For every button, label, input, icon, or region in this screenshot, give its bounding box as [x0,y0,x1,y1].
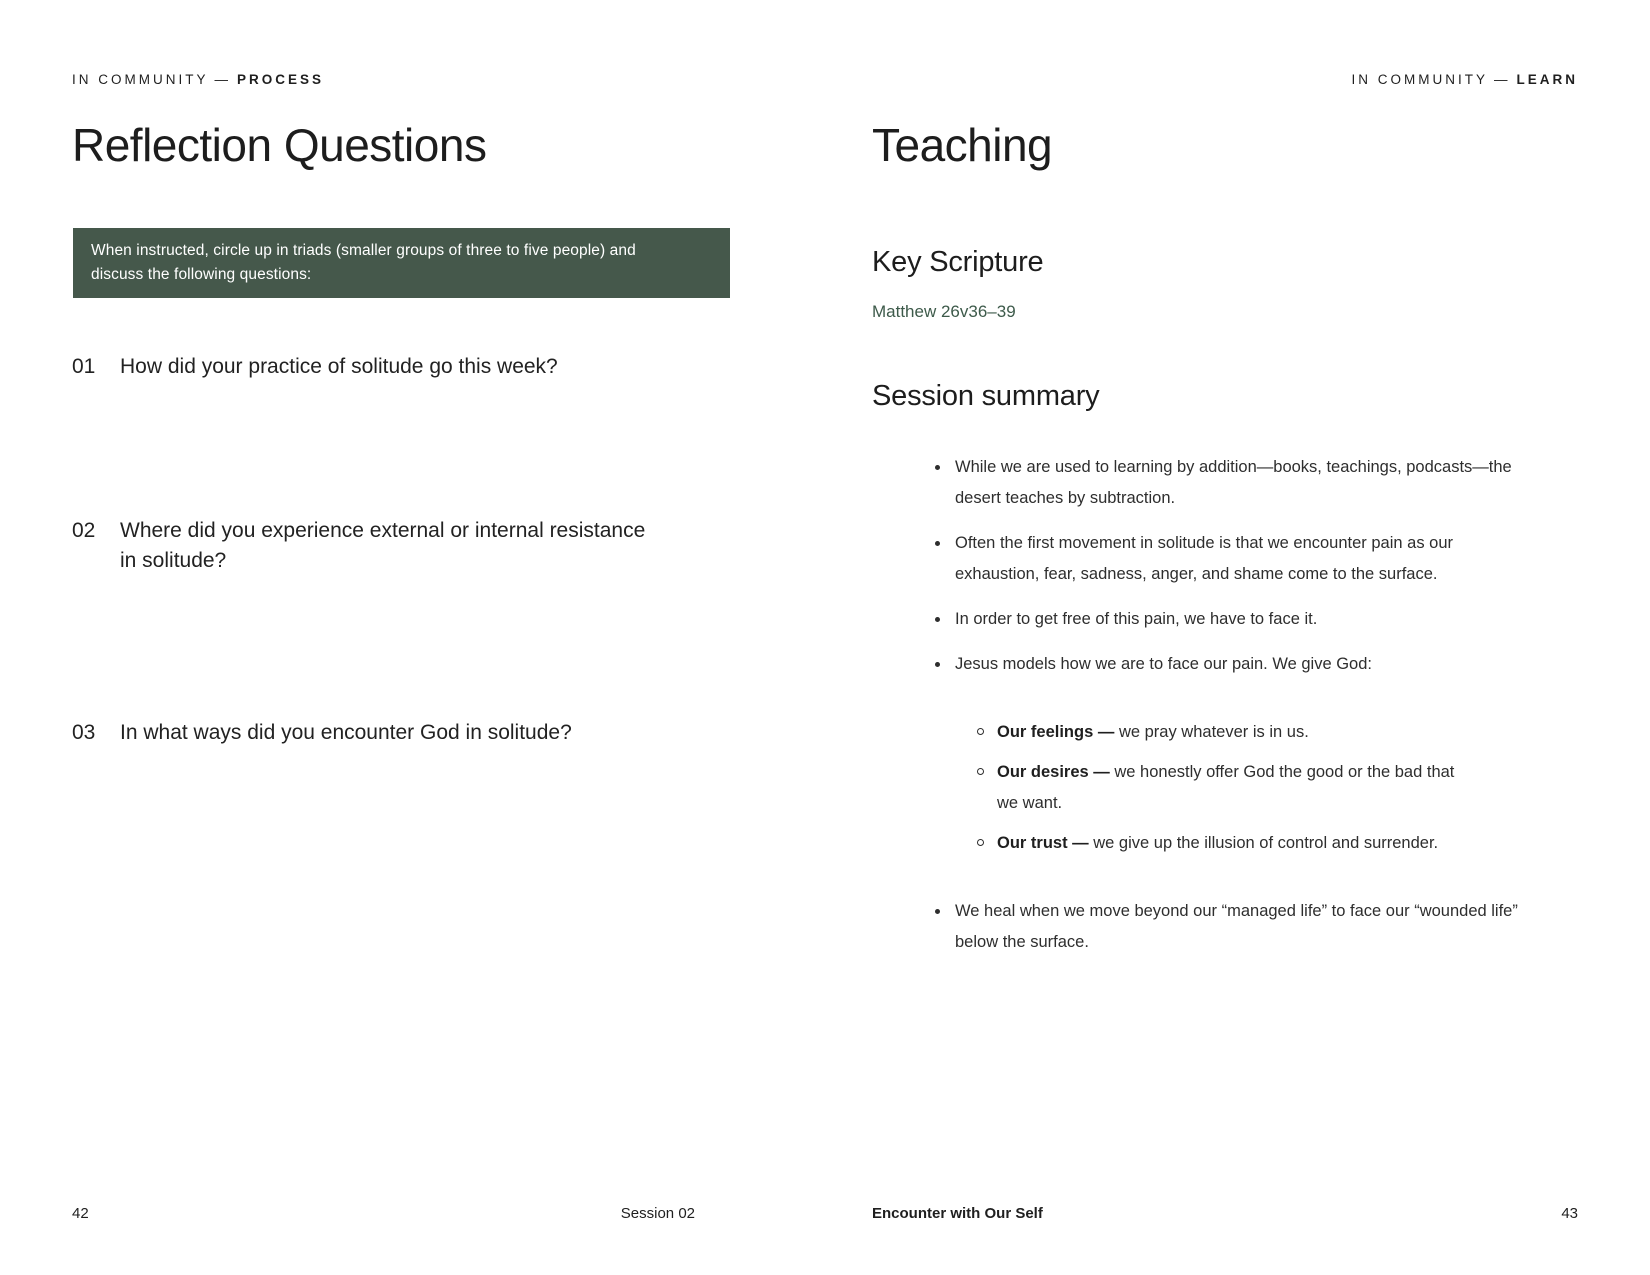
left-page-kicker [72,72,324,87]
summary-bullet-2 [935,528,1535,590]
sub-bullet-label: Our feelings — [997,723,1115,741]
sub-bullet-body: we honestly offer God the good or the bad that we want. [997,763,1455,812]
bullet-dot-icon [935,604,955,635]
summary-bullet-3 [935,604,1535,635]
kicker-subsection-label: LEARN [1516,72,1578,87]
question-item-1 [72,352,558,382]
summary-bullet-4 [935,649,1535,680]
question-text: In what ways did you encounter God in solitude? [120,721,572,744]
scripture-reference: Matthew 26v36–39 [872,302,1016,321]
bullet-dot-icon [935,452,955,514]
page-title-reflection-questions: Reflection Questions [72,119,487,171]
kicker-section-label: IN COMMUNITY [1351,72,1488,87]
right-page-kicker [1352,72,1579,87]
question-text: How did your practice of solitude go this week? [120,355,558,378]
bullet-circle-icon [977,757,997,819]
summary-bullet-text: In order to get free of this pain, we have to face it. [955,610,1318,628]
summary-bullet-5 [935,896,1535,958]
kicker-separator: — [214,72,231,87]
right-page-footer [872,1205,1578,1222]
question-number: 03 [72,721,96,744]
sub-bullet-body: we pray whatever is in us. [1114,723,1309,741]
kicker-subsection-label: PROCESS [237,72,325,87]
page-number-left: 42 [72,1205,89,1222]
bullet-dot-icon [935,896,955,958]
summary-bullet-text: We heal when we move beyond our “managed life” to face our “wounded life” below the surface. [955,902,1518,951]
sub-bullet-label: Our desires — [997,763,1110,781]
summary-bullet-1 [935,452,1535,514]
session-summary-list [935,452,1535,972]
bullet-circle-icon [977,828,997,859]
left-page [72,0,732,1275]
kicker-separator: — [1494,72,1511,87]
we-give-god-sublist [977,717,1535,859]
bullet-dot-icon [935,649,955,680]
bullet-circle-icon [977,717,997,748]
key-scripture-heading: Key Scripture [872,246,1044,278]
kicker-section-label: IN COMMUNITY [72,72,209,87]
instruction-callout-text: When instructed, circle up in triads (smaller groups of three to five people) and discuss the following questions: [91,242,636,283]
summary-bullet-text: Often the first movement in solitude is that we encounter pain as our exhaustion, fear, sadness, anger, and shame come to the surface. [955,534,1454,583]
sub-bullet-feelings [977,717,1535,748]
sub-bullet-label: Our trust — [997,834,1089,852]
page-title-teaching: Teaching [872,119,1053,171]
question-item-2 [72,516,660,576]
sub-bullet-body: we give up the illusion of control and surrender. [1088,834,1439,852]
question-number: 02 [72,519,96,542]
left-page-footer [72,1205,695,1222]
sub-bullet-text [997,757,1467,819]
bullet-dot-icon [935,528,955,590]
sub-bullet-trust [977,828,1535,859]
summary-bullet-text: While we are used to learning by addition—books, teachings, podcasts—the desert teaches by subtraction. [955,458,1512,507]
question-number: 01 [72,355,96,378]
sub-bullet-desires [977,757,1535,819]
question-item-3 [72,718,572,748]
sub-bullet-text [997,717,1309,748]
page-number-right: 43 [1561,1205,1578,1222]
session-summary-heading: Session summary [872,380,1100,412]
right-page [872,0,1578,1275]
summary-bullet-text: Jesus models how we are to face our pain. We give God: [955,655,1372,673]
instruction-callout [73,228,730,298]
session-label: Session 02 [620,1205,695,1222]
sub-bullet-text [997,828,1438,859]
book-title: Encounter with Our Self [872,1205,1043,1222]
question-text: Where did you experience external or internal resistance in solitude? [120,519,646,572]
